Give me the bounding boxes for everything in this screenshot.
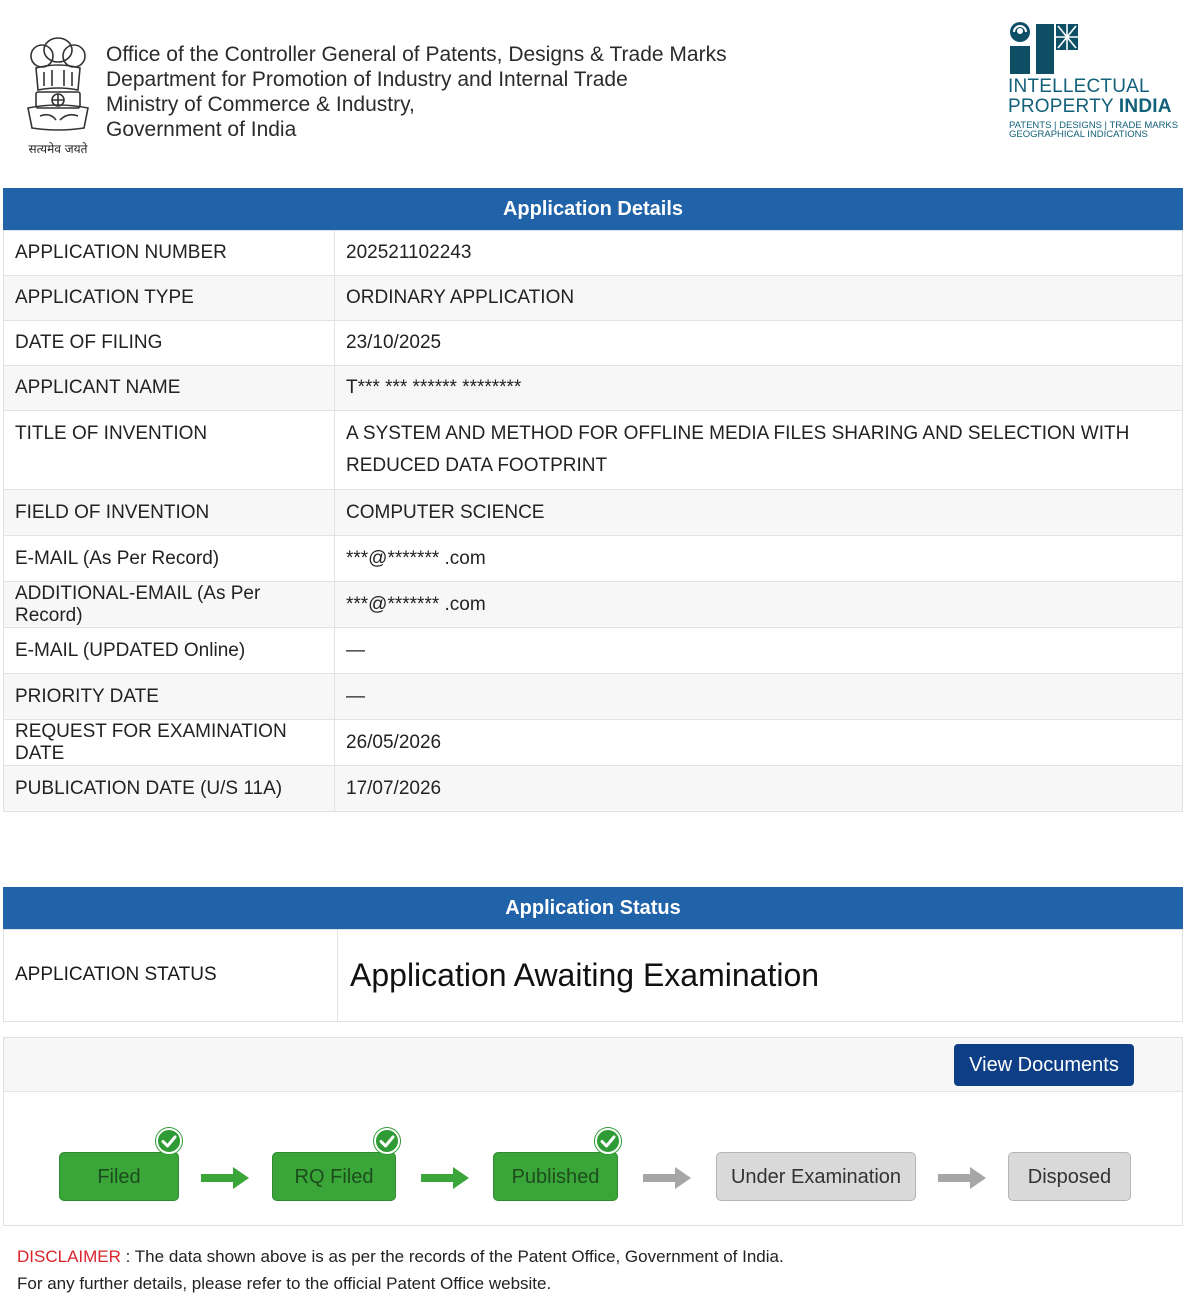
arrow-right-icon	[938, 1165, 988, 1191]
step-under-examination	[716, 1152, 916, 1201]
application-status-table	[3, 929, 1183, 1022]
arrow-right-icon	[201, 1165, 251, 1191]
table-row	[4, 720, 1183, 766]
table-row	[4, 411, 1183, 490]
step-disposed	[1008, 1152, 1131, 1201]
row-label: ADDITIONAL-EMAIL (As Per Record)	[4, 582, 335, 628]
application-status-section	[3, 887, 1183, 1022]
logo-line-2a: PROPERTY	[1008, 96, 1119, 117]
row-label: APPLICANT NAME	[4, 366, 335, 411]
table-row	[4, 674, 1183, 720]
step-label: Under Examination	[730, 1166, 902, 1188]
table-row	[4, 766, 1183, 812]
logo-line-1: INTELLECTUAL	[1008, 76, 1150, 97]
step-label: RQ Filed	[294, 1166, 374, 1188]
disclaimer-line-2: For any further details, please refer to the official Patent Office website.	[17, 1274, 552, 1293]
row-value: ***@******* .com	[335, 536, 1183, 582]
status-label: APPLICATION STATUS	[4, 930, 338, 1022]
progress-steps	[4, 1092, 1182, 1227]
table-row	[4, 366, 1183, 411]
ip-india-mark-icon	[1008, 22, 1080, 76]
row-value: A SYSTEM AND METHOD FOR OFFLINE MEDIA FILES SHARING AND SELECTION WITH REDUCED DATA FOOTPRINT	[335, 411, 1183, 490]
page-header	[0, 0, 1202, 180]
step-rq-filed	[272, 1152, 396, 1201]
office-line: Department for Promotion of Industry and Internal Trade	[106, 68, 628, 91]
section-title: Application Status	[3, 887, 1183, 929]
view-documents-button[interactable]: View Documents	[954, 1044, 1134, 1086]
row-value: 202521102243	[335, 231, 1183, 276]
row-label: DATE OF FILING	[4, 321, 335, 366]
row-value: COMPUTER SCIENCE	[335, 490, 1183, 536]
row-label: E-MAIL (As Per Record)	[4, 536, 335, 582]
check-icon	[595, 1128, 621, 1154]
row-value: ORDINARY APPLICATION	[335, 276, 1183, 321]
status-value: Application Awaiting Examination	[338, 930, 1183, 1022]
disclaimer-text: The data shown above is as per the records of the Patent Office, Government of India.	[134, 1247, 784, 1266]
row-value: —	[335, 674, 1183, 720]
application-details-section	[3, 188, 1183, 812]
progress-toolbar	[4, 1038, 1182, 1092]
office-title-block	[106, 42, 727, 142]
section-title: Application Details	[3, 188, 1183, 230]
row-label: TITLE OF INVENTION	[4, 411, 335, 490]
disclaimer-label: DISCLAIMER	[17, 1247, 121, 1266]
row-value: T*** *** ****** ********	[335, 366, 1183, 411]
table-row	[4, 536, 1183, 582]
step-filed	[59, 1152, 179, 1201]
check-icon	[374, 1128, 400, 1154]
check-icon	[156, 1128, 182, 1154]
step-published	[493, 1152, 618, 1201]
logo-subtitle-2: GEOGRAPHICAL INDICATIONS	[1009, 129, 1148, 140]
national-emblem-logo	[22, 28, 94, 158]
office-line: Government of India	[106, 118, 297, 141]
disclaimer-line-1	[17, 1243, 784, 1270]
row-label: E-MAIL (UPDATED Online)	[4, 628, 335, 674]
row-value: —	[335, 628, 1183, 674]
office-line: Ministry of Commerce & Industry,	[106, 93, 415, 116]
logo-subtitle-1: PATENTS | DESIGNS | TRADE MARKS	[1009, 120, 1179, 131]
row-value: ***@******* .com	[335, 582, 1183, 628]
row-label: REQUEST FOR EXAMINATION DATE	[4, 720, 335, 766]
step-label: Disposed	[1027, 1166, 1112, 1188]
disclaimer	[17, 1243, 784, 1297]
logo-line-2	[1008, 96, 1172, 118]
application-details-table	[3, 230, 1183, 812]
row-value: 26/05/2026	[335, 720, 1183, 766]
table-row	[4, 321, 1183, 366]
step-label: Published	[511, 1166, 600, 1188]
arrow-right-icon	[643, 1165, 693, 1191]
row-value: 23/10/2025	[335, 321, 1183, 366]
step-label: Filed	[97, 1166, 141, 1188]
row-value: 17/07/2026	[335, 766, 1183, 812]
row-label: PUBLICATION DATE (U/S 11A)	[4, 766, 335, 812]
emblem-caption: सत्यमेव जयते	[28, 142, 88, 156]
disclaimer-separator: :	[120, 1247, 135, 1266]
row-label: APPLICATION TYPE	[4, 276, 335, 321]
row-label: PRIORITY DATE	[4, 674, 335, 720]
table-row	[4, 276, 1183, 321]
table-row	[4, 490, 1183, 536]
row-label: FIELD OF INVENTION	[4, 490, 335, 536]
table-row	[4, 231, 1183, 276]
logo-line-2b: INDIA	[1118, 96, 1172, 117]
row-label: APPLICATION NUMBER	[4, 231, 335, 276]
ip-india-logo	[1008, 22, 1183, 147]
office-line: Office of the Controller General of Patents, Designs & Trade Marks	[106, 43, 727, 66]
table-row	[4, 628, 1183, 674]
table-row	[4, 930, 1183, 1022]
table-row	[4, 582, 1183, 628]
arrow-right-icon	[421, 1165, 471, 1191]
status-progress-panel	[3, 1037, 1183, 1226]
